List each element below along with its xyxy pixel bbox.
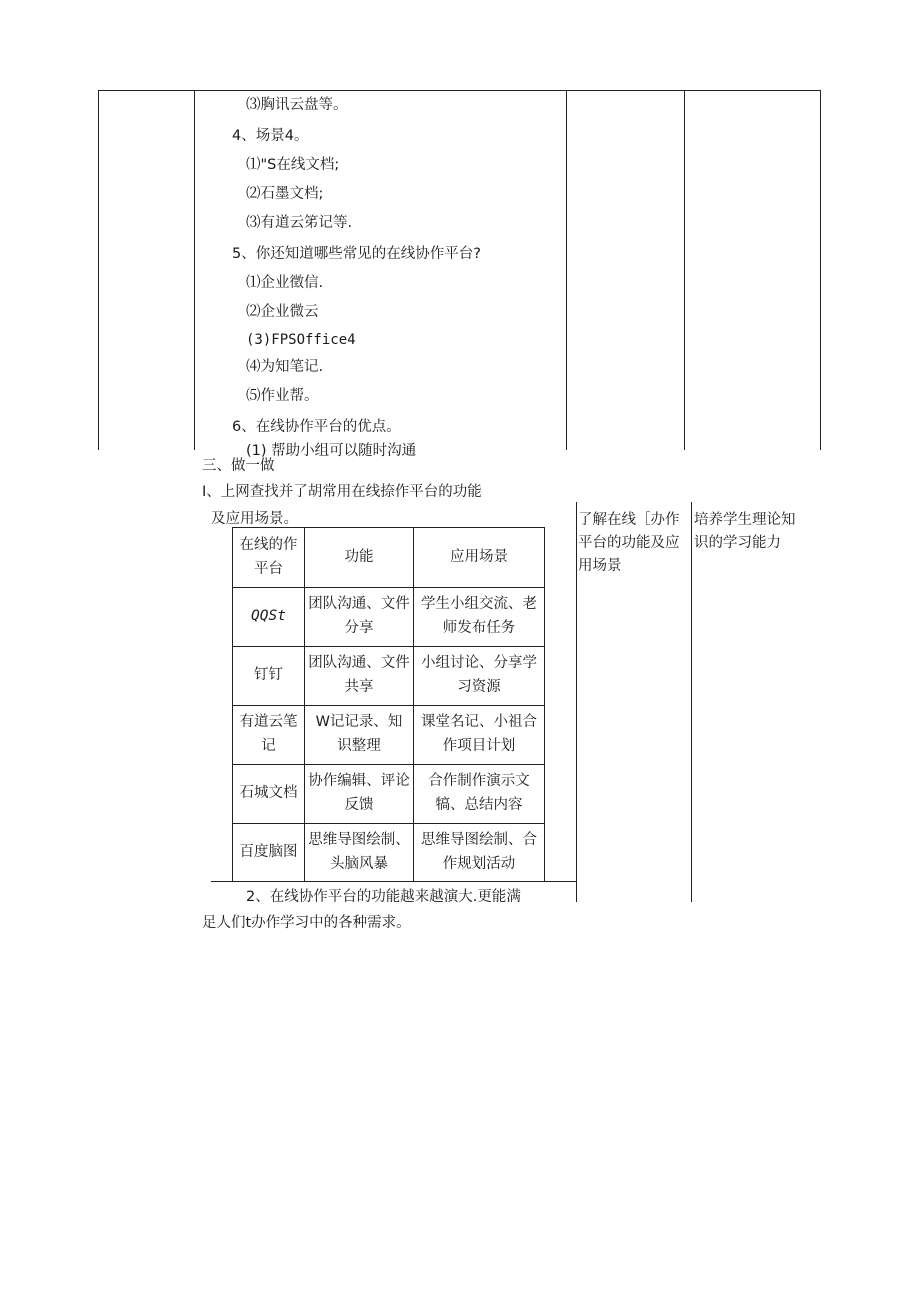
cell-text: 有道云笔 [239,714,298,730]
content-line: ⑴"S在线文档; [246,157,340,173]
item2-line2: 足人们t办作学习中的各种需求。 [202,915,411,931]
platform-cell [233,840,304,864]
content-line: 5、你还知道哪些常见的在线协作平台? [232,246,481,262]
cell-text: 分享 [344,620,374,636]
lower-bottom-border [211,881,576,882]
top-table-col-line-4 [684,90,685,450]
cell-text: 头脑风暴 [330,856,388,872]
table-hline [232,823,545,824]
cell-text: W记记录、知 [315,714,403,730]
table-hline [232,646,545,647]
platform-cell [233,604,304,628]
cell-text: 犒、总结内容 [435,797,523,813]
function-cell [305,769,413,817]
table-hline [232,527,545,528]
section-three-heading: 三、做一做 [202,458,275,474]
function-cell [305,651,413,699]
objective-line: 平台的功能及应 [578,535,680,551]
lower-col-line-3 [576,502,577,902]
header-text: 在线的作 [239,537,298,553]
scene-cell [414,592,544,640]
content-line-cut-off: (1) 帮助小组可以随时沟通 [246,443,417,459]
cell-text: 小组讨论、分享学 [421,655,537,671]
cell-text: 思维导图绘制、 [308,832,410,848]
cell-text: 习资源 [457,679,501,695]
content-line: ⑴企业徵信. [246,275,324,291]
platform-cell [233,663,304,687]
top-table-col-line-3 [566,90,567,450]
content-line: ⑵企业微云 [246,304,319,320]
cell-text: 学生小组交流、老 [421,596,537,612]
cut-off-line-clip [246,442,486,459]
table-hline [232,764,545,765]
lower-col-line-4 [691,502,692,902]
platform-cell [233,710,304,758]
cell-text: 课堂名记、小祖合 [421,714,537,730]
table-vline [544,527,545,882]
objective-line: 用场景 [578,558,622,574]
scene-cell [414,710,544,758]
header-function [305,545,413,569]
cell-text: 石城文档 [239,785,298,801]
content-line: 6、在线协作平台的优点。 [232,419,401,435]
cell-text: 协作编辑、评论 [308,773,410,789]
cell-text: 作规划活动 [442,856,516,872]
cell-text: 师发布任务 [442,620,516,636]
table-hline [232,705,545,706]
cell-text: 百度脑图 [239,844,298,860]
cell-text: 钉钉 [254,667,283,683]
platform-cell [233,781,304,805]
header-text: 功能 [344,549,374,565]
goal-line: 培养学生理论知 [694,512,796,528]
item1-line1: I、上网查找并了胡常用在线捺作平台的功能 [202,484,482,500]
cell-text: QQSt [251,608,286,624]
cell-text: 识整理 [337,738,381,754]
content-line: (3)FPSOffice4 [246,332,356,348]
content-line: ⑶有道云笫记等. [246,215,353,231]
header-text: 平台 [254,561,283,577]
top-table-col-line-5 [820,90,821,450]
cell-text: 记 [261,738,276,754]
content-line: ⑶胸讯云盘等。 [246,97,348,113]
header-text: 应用场景 [450,549,508,565]
content-line: ⑷为知笔记. [246,359,324,375]
top-table-top-border [98,90,821,91]
cell-text: 团队沟通、文件 [308,655,410,671]
cell-text: 团队沟通、文件 [308,596,410,612]
cell-text: 共享 [344,679,374,695]
item1-line2: 及应用场景。 [211,511,298,527]
table-hline [232,587,545,588]
cell-text: 合作制作演示文 [428,773,530,789]
cell-text: 反馈 [344,797,374,813]
scene-cell [414,651,544,699]
function-cell [305,592,413,640]
top-table-col-line-2 [194,90,195,450]
content-line: ⑵石墨文档; [246,186,324,202]
function-cell [305,828,413,876]
cell-text: 思维导图绘制、合 [421,832,537,848]
content-line: 4、场景4。 [232,128,309,144]
objective-line: 了解在线［办作 [578,512,680,528]
cell-text: 作项目计划 [442,738,516,754]
item2-line1: 2、在线协作平台的功能越来越演大.更能满 [246,889,521,905]
header-scene [414,545,544,569]
header-platform [233,533,304,581]
goal-line: 识的学习能力 [694,535,781,551]
top-table-col-line-1 [98,90,99,450]
scene-cell [414,769,544,817]
scene-cell [414,828,544,876]
content-line: ⑸作业帮。 [246,388,319,404]
function-cell [305,710,413,758]
